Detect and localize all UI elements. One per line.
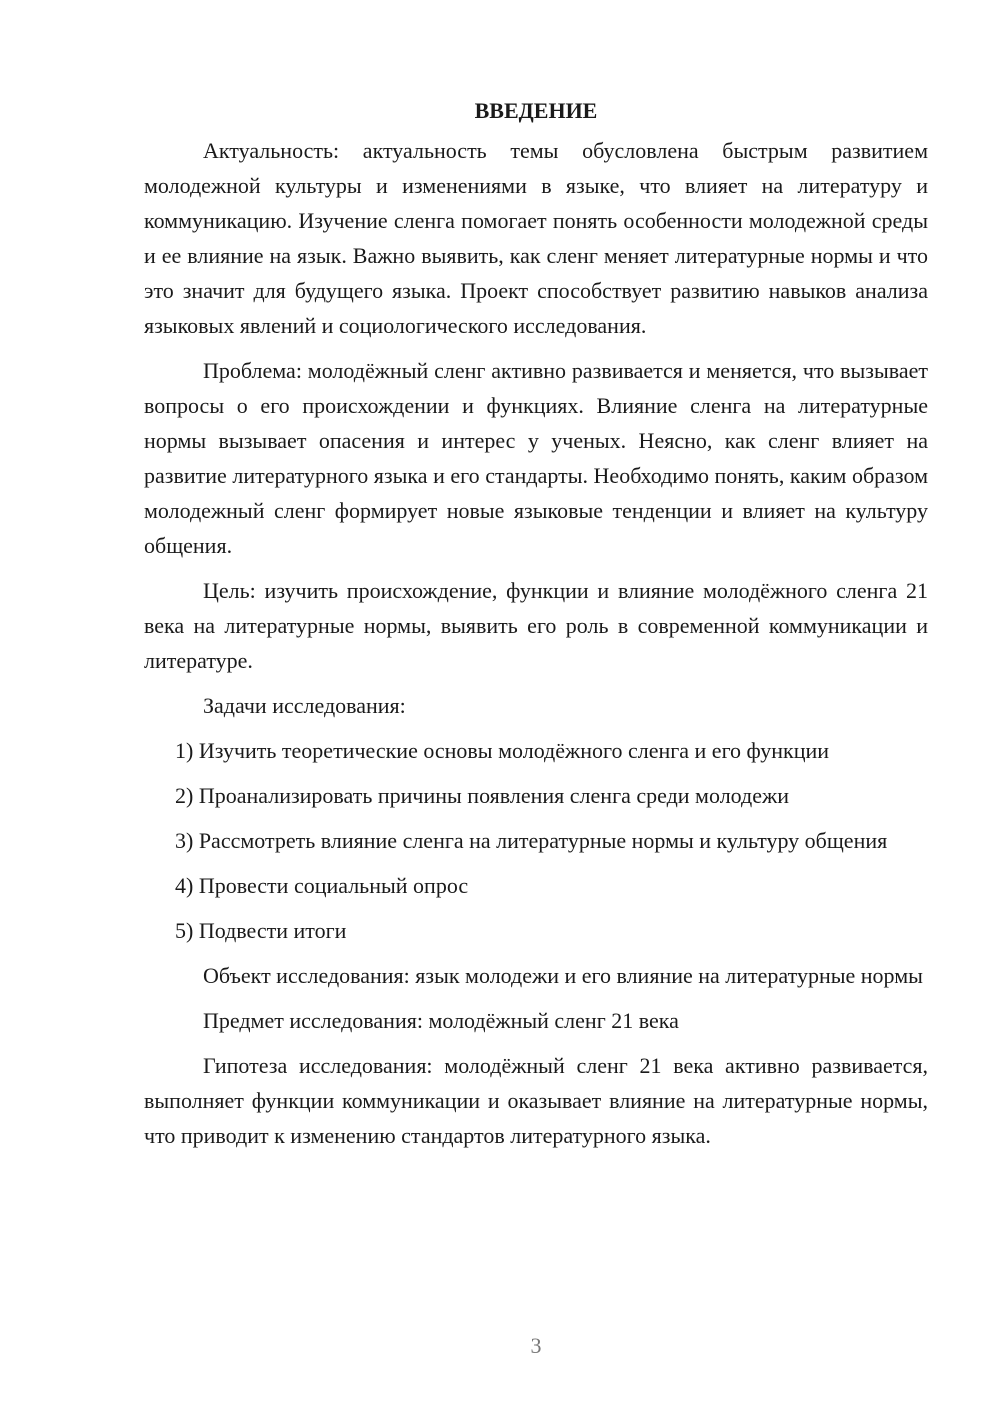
- task-item: 1) Изучить теоретические основы молодёжного сленга и его функции: [175, 738, 830, 763]
- task-item: 3) Рассмотреть влияние сленга на литературные нормы и культуру общения: [175, 828, 888, 853]
- task-item: 4) Провести социальный опрос: [175, 873, 469, 898]
- page-title: ВВЕДЕНИЕ: [474, 98, 598, 123]
- object-paragraph: Объект исследования: язык молодежи и его влияние на литературные нормы: [203, 963, 923, 988]
- subject-paragraph: Предмет исследования: молодёжный сленг 21 века: [203, 1008, 679, 1033]
- task-item: 2) Проанализировать причины появления сленга среди молодежи: [175, 783, 789, 808]
- tasks-heading: Задачи исследования:: [203, 693, 406, 718]
- goal-paragraph: Цель: изучить происхождение, функции и влияние молодёжного сленга 21 века на литературные нормы, выявить его роль в современной коммуникации и литературе.: [144, 578, 928, 673]
- task-item: 5) Подвести итоги: [175, 918, 347, 943]
- page-number: 3: [530, 1333, 542, 1358]
- hypothesis-paragraph: Гипотеза исследования: молодёжный сленг 21 века активно развивается, выполняет функции коммуникации и оказывает влияние на литературные нормы, что приводит к изменению стандартов литературного языка.: [144, 1053, 928, 1148]
- page-content: [144, 96, 928, 1163]
- problem-paragraph: Проблема: молодёжный сленг активно развивается и меняется, что вызывает вопросы о его происхождении и функциях. Влияние сленга на литературные нормы вызывает опасения и интерес у ученых. Неясно, как сленг влияет на развитие литературного языка и его стандарты. Необходимо понять, каким образом молодежный сленг формирует новые языковые тенденции и влияет на культуру общения.: [144, 358, 928, 558]
- relevance-paragraph: Актуальность: актуальность темы обусловлена быстрым развитием молодежной культуры и изменениями в языке, что влияет на литературу и коммуникацию. Изучение сленга помогает понять особенности молодежной среды и ее влияние на язык. Важно выявить, как сленг меняет литературные нормы и что это значит для будущего языка. Проект способствует развитию навыков анализа языковых явлений и социологического исследования.: [144, 138, 928, 338]
